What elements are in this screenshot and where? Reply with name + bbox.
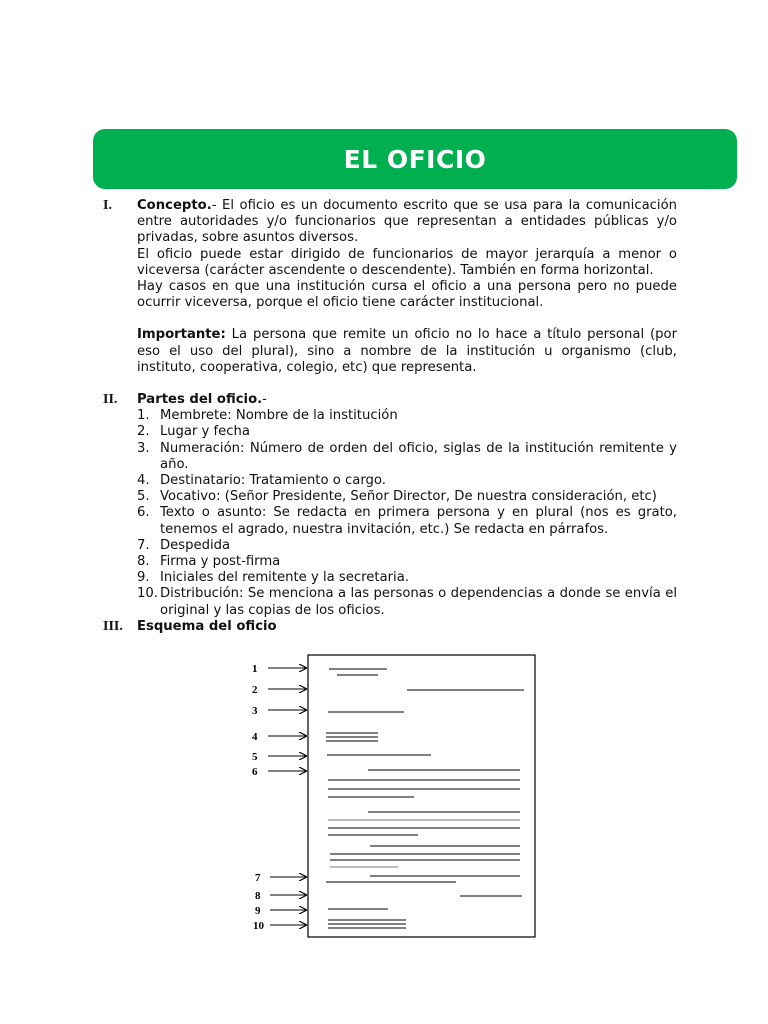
part-label: 1 — [252, 663, 258, 675]
part-label: 8 — [255, 890, 261, 902]
section-heading: Concepto. — [137, 198, 212, 213]
letter-outline — [308, 655, 535, 937]
list-item: 4. Destinatario: Tratamiento o cargo. — [137, 473, 386, 489]
list-item: 3. Numeración: Número de orden del oficio, siglas de la institución remitente y año. — [137, 440, 677, 472]
page-title: EL OFICIO — [343, 144, 487, 174]
part-label: 2 — [252, 684, 258, 696]
part-label: 9 — [255, 905, 261, 917]
part-label: 7 — [255, 872, 261, 884]
part-label: 4 — [252, 731, 258, 743]
part-label: 3 — [252, 705, 258, 717]
part-label: 6 — [252, 766, 258, 778]
section-number: II. — [103, 392, 118, 407]
oficio-diagram — [240, 650, 550, 950]
parts-list — [137, 408, 677, 619]
arrows — [268, 668, 306, 925]
section-number: I. — [103, 198, 112, 213]
list-item: 2. Lugar y fecha — [137, 424, 250, 440]
list-item: 5. Vocativo: (Señor Presidente, Señor Director, De nuestra consideración, etc) — [137, 489, 657, 505]
important-paragraph — [137, 327, 677, 376]
list-item: 7. Despedida — [137, 537, 231, 553]
section-heading: Esquema del oficio — [137, 619, 277, 634]
important-label: Importante: — [137, 327, 226, 343]
list-item: 6. Texto o asunto: Se redacta en primera persona y en plural (nos es grato, tenemos el agrado, nuestra invitación, etc.) Se redacta en párrafos. — [137, 505, 677, 537]
important-text: La persona que remite un oficio no lo hace a título personal (por eso el uso del plural), sino a nombre de la institución u organismo (club, instituto, cooperativa, colegio, etc) que representa. — [137, 327, 677, 375]
heading-suffix: - — [262, 392, 267, 407]
part-label: 10 — [253, 920, 264, 932]
concepto-paragraph — [137, 198, 677, 247]
list-item: 10. Distribución: Se menciona a las personas o dependencias a donde se envía el original y las copias de los oficios. — [137, 586, 677, 618]
section-partes — [103, 392, 677, 619]
section-heading-line — [137, 392, 677, 408]
section-concepto — [103, 198, 677, 376]
section-body — [137, 392, 677, 619]
section-number: III. — [103, 619, 123, 634]
concepto-intro: - El oficio es un documento escrito que se usa para la comunicación entre autoridades y/o funcionarios que representan a entidades públicas y/o privadas, sobre asuntos diversos. — [137, 198, 677, 246]
section-body — [137, 198, 677, 376]
section-esquema — [103, 619, 677, 635]
title-banner — [93, 129, 737, 189]
list-item: 1. Membrete: Nombre de la institución — [137, 408, 398, 424]
paragraph: El oficio puede estar dirigido de funcionarios de mayor jerarquía a menor o viceversa (carácter ascendente o descendente). También en forma horizontal. — [137, 246, 677, 278]
part-label: 5 — [252, 751, 258, 763]
list-item: 8. Firma y post-firma — [137, 554, 281, 570]
letter-lines — [326, 669, 524, 928]
list-item: 9. Iniciales del remitente y la secretaria. — [137, 570, 409, 586]
section-body — [137, 619, 677, 635]
paragraph: Hay casos en que una institución cursa el oficio a una persona pero no puede ocurrir viceversa, porque el oficio tiene carácter institucional. — [137, 279, 677, 311]
section-heading: Partes del oficio. — [137, 392, 263, 407]
